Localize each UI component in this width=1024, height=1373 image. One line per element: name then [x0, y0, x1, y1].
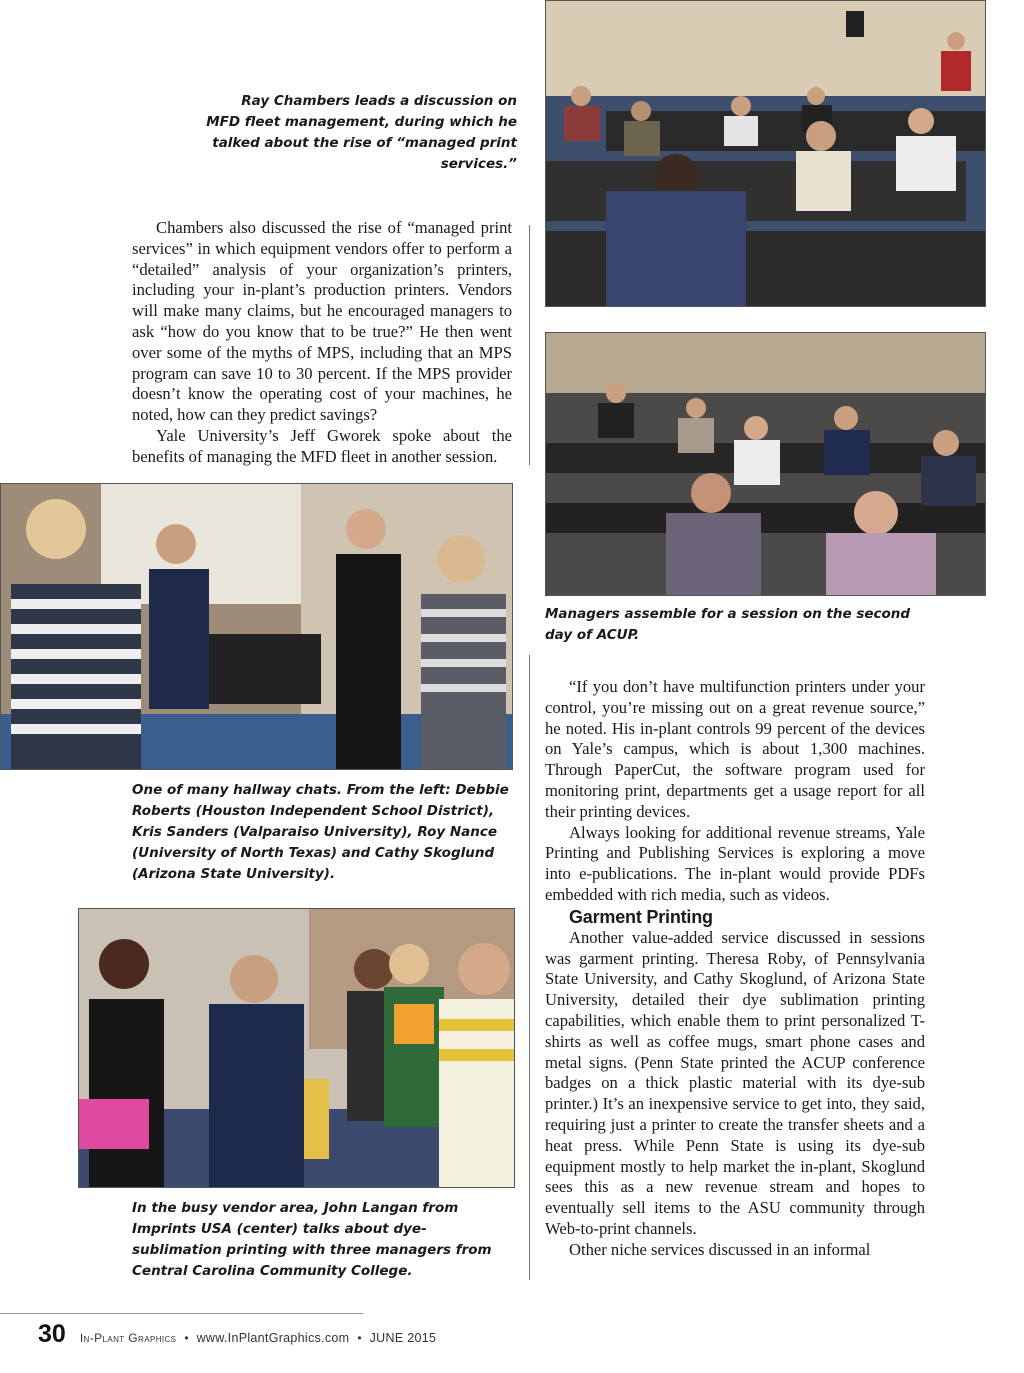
page-number: 30: [38, 1320, 66, 1348]
column-divider-upper: [529, 225, 530, 465]
caption-session-discussion: Ray Chambers leads a discussion on MFD fleet management, during which he talked about the rise of “managed print services.”: [206, 93, 517, 172]
photo-managers-session: [545, 332, 986, 596]
website-link[interactable]: www.InPlantGraphics.com: [196, 1331, 350, 1345]
right-paragraph-4: Other niche services discussed in an informal: [569, 1239, 871, 1259]
column-divider-lower: [529, 655, 530, 1280]
footer-separator: •: [357, 1331, 362, 1345]
issue-date: JUNE 2015: [369, 1331, 437, 1345]
footer-separator: •: [184, 1331, 189, 1345]
left-paragraph-2: Yale University’s Jeff Gworek spoke about the benefits of managing the MFD fleet in another session.: [132, 425, 512, 466]
right-paragraph-3: Another value-added service discussed in sessions was garment printing. Theresa Roby, of Pennsylvania State University, and Cathy Skoglund, of Arizona State University, detailed their dye sublimation printing capabilities, which enable them to print personalized T-shirts as well as coffee mugs, smart phone cases and metal signs. (Penn State printed the ACUP conference badges on a thick plastic material with its dye-sub printer.) It’s an inexpensive service to get into, they said, requiring just a printer to create the transfer sheets and a heat press. While Penn State is using its dye-sub equipment mostly to help market the in-plant, Skoglund sees this as a new revenue stream and hopes to eventually sell items to the ASU community through Web-to-print channels.: [545, 927, 925, 1238]
caption-managers-session: Managers assemble for a session on the second day of ACUP.: [545, 606, 911, 643]
publication-name: In-Plant Graphics: [79, 1331, 177, 1345]
photo-hallway-chat: [0, 483, 513, 770]
caption-vendor-area: In the busy vendor area, John Langan from Imprints USA (center) talks about dye-sublimation printing with three managers from Central Carolina Community College.: [132, 1200, 492, 1279]
photo-vendor-area: [78, 908, 515, 1188]
right-paragraph-2: Always looking for additional revenue streams, Yale Printing and Publishing Services is exploring a move into e-publications. The in-plant would provide PDFs embedded with rich media, such as videos.: [545, 822, 925, 904]
right-column-text: [545, 677, 925, 1261]
right-paragraph-1: “If you don’t have multifunction printers under your control, you’re missing out on a great revenue source,” he noted. His in-plant controls 99 percent of the devices on Yale’s campus, which is about 1,300 machines. Through PaperCut, the software program used for monitoring print, departments get a usage report for all their printing devices.: [545, 677, 925, 821]
section-heading: Garment Printing: [569, 906, 713, 927]
caption-hallway-chat: One of many hallway chats. From the left: Debbie Roberts (Houston Independent School District), Kris Sanders (Valparaiso University), Roy Nance (University of North Texas) and Cathy Skoglund (Arizona State University).: [132, 782, 509, 882]
photo-session-discussion: [545, 0, 986, 307]
page-footer: [38, 1320, 436, 1349]
footer-rule: [0, 1313, 363, 1314]
left-paragraph-1: Chambers also discussed the rise of “managed print services” in which equipment vendors offer to perform a “detailed” analysis of your organization’s printers, including your in-plant’s production printers. Vendors will make many claims, but he encouraged managers to ask “how do you know that to be true?” He then went over some of the myths of MPS, including that an MPS program can save 10 to 30 percent. If the MPS provider doesn’t know the operating cost of your machines, he noted, how can they predict savings?: [132, 218, 512, 425]
left-column-text: [132, 218, 512, 468]
